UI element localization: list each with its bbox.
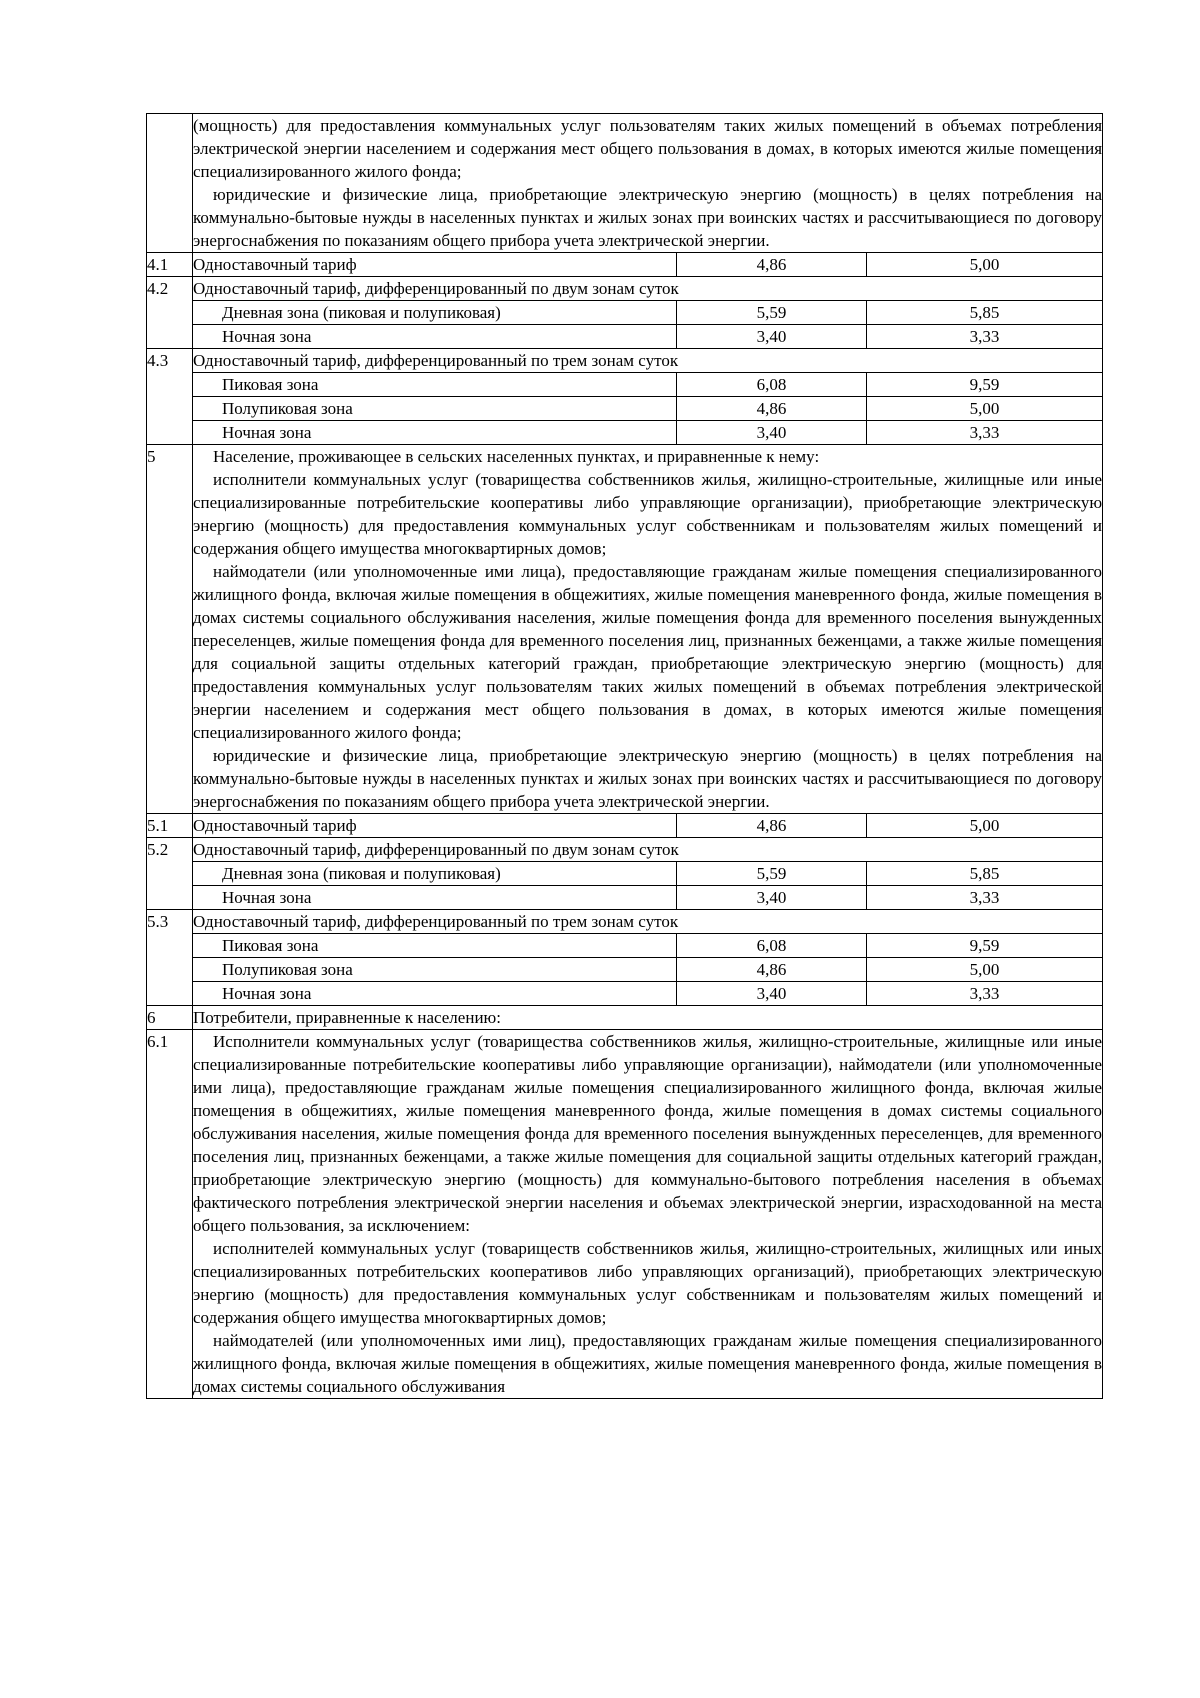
tariff-value-1: 6,08 (677, 373, 867, 397)
tariff-value-1: 3,40 (677, 982, 867, 1006)
table-row (147, 1030, 1103, 1399)
table-row (147, 934, 1103, 958)
table-row (147, 301, 1103, 325)
tariff-value-1: 3,40 (677, 421, 867, 445)
table-row (147, 253, 1103, 277)
table-row (147, 838, 1103, 862)
tariff-value-1: 4,86 (677, 253, 867, 277)
table-row (147, 421, 1103, 445)
table-row (147, 114, 1103, 253)
consumer-description (193, 114, 1103, 253)
tariff-group-title: Одноставочный тариф, дифференцированный по двум зонам суток (193, 838, 1103, 862)
row-number: 5.3 (147, 910, 193, 1006)
table-row (147, 814, 1103, 838)
table-row (147, 886, 1103, 910)
row-number: 4.3 (147, 349, 193, 445)
paragraph: (мощность) для предоставления коммунальных услуг пользователям таких жилых помещений в объемах потребления электрической энергии населением и содержания мест общего пользования в домах, в которых имеются жилые помещения специализированного жилого фонда; (193, 116, 1103, 181)
paragraph: юридические и физические лица, приобретающие электрическую энергию (мощность) в целях потребления на коммунально-бытовые нужды в населенных пунктах и жилых зонах при воинских частях и рассчитывающиеся по договору энергоснабжения по показаниям общего прибора учета электрической энергии. (193, 185, 1103, 250)
tariff-group-title: Одноставочный тариф, дифференцированный по трем зонам суток (193, 349, 1103, 373)
tariff-value-2: 5,85 (867, 301, 1103, 325)
tariff-value-1: 3,40 (677, 886, 867, 910)
row-number: 5 (147, 445, 193, 814)
tariff-value-2: 9,59 (867, 373, 1103, 397)
zone-name: Ночная зона (193, 886, 677, 910)
tariff-value-1: 4,86 (677, 814, 867, 838)
document-page (146, 113, 1102, 1399)
tariff-value-2: 9,59 (867, 934, 1103, 958)
table-row (147, 397, 1103, 421)
tariff-value-1: 6,08 (677, 934, 867, 958)
table-row (147, 325, 1103, 349)
tariff-value-1: 4,86 (677, 958, 867, 982)
zone-name: Полупиковая зона (193, 397, 677, 421)
tariff-name: Одноставочный тариф (193, 814, 677, 838)
tariff-group-title: Одноставочный тариф, дифференцированный по двум зонам суток (193, 277, 1103, 301)
row-number: 4.1 (147, 253, 193, 277)
tariff-value-2: 5,00 (867, 397, 1103, 421)
tariff-value-1: 3,40 (677, 325, 867, 349)
zone-name: Дневная зона (пиковая и полупиковая) (193, 301, 677, 325)
tariff-value-2: 3,33 (867, 421, 1103, 445)
zone-name: Пиковая зона (193, 934, 677, 958)
row-number: 4.2 (147, 277, 193, 349)
tariff-name: Одноставочный тариф (193, 253, 677, 277)
tariff-value-1: 5,59 (677, 301, 867, 325)
table-row (147, 862, 1103, 886)
zone-name: Ночная зона (193, 325, 677, 349)
paragraph: юридические и физические лица, приобретающие электрическую энергию (мощность) в целях потребления на коммунально-бытовые нужды в населенных пунктах и жилых зонах при воинских частях и рассчитывающиеся по договору энергоснабжения по показаниям общего прибора учета электрической энергии. (193, 746, 1103, 811)
zone-name: Ночная зона (193, 982, 677, 1006)
table-row (147, 445, 1103, 814)
row-number: 6.1 (147, 1030, 193, 1399)
paragraph: Население, проживающее в сельских населенных пунктах, и приравненные к нему: (213, 447, 820, 466)
row-number: 6 (147, 1006, 193, 1030)
zone-name: Полупиковая зона (193, 958, 677, 982)
tariff-value-1: 5,59 (677, 862, 867, 886)
table-row (147, 349, 1103, 373)
consumer-description (193, 1030, 1103, 1399)
paragraph: исполнителей коммунальных услуг (товариществ собственников жилья, жилищно-строительных, жилищных или иных специализированных потребительских кооперативов либо управляющих организаций), приобретающих электрическую энергию (мощность) для предоставления коммунальных услуг собственникам и пользователям жилых помещений и содержания общего имущества многоквартирных домов; (193, 1239, 1103, 1327)
tariff-table (146, 113, 1103, 1399)
zone-name: Пиковая зона (193, 373, 677, 397)
paragraph: Исполнители коммунальных услуг (товарищества собственников жилья, жилищно-строительные, жилищные или иные специализированные потребительские кооперативы либо управляющие организации), наймодатели (или уполномоченные ими лица), предоставляющие гражданам жилые помещения специализированного жилищного фонда, включая жилые помещения в общежитиях, жилые помещения маневренного фонда, жилые помещения в домах системы социального обслуживания населения, жилые помещения фонда для временного поселения вынужденных переселенцев, для временного поселения лиц, признанных беженцами, а также жилые помещения для социальной защиты отдельных категорий граждан, приобретающие электрическую энергию (мощность) для коммунально-бытового потребления населения в объемах фактического потребления электрической энергии населения и объемах электрической энергии, израсходованной на места общего пользования, за исключением: (193, 1032, 1103, 1235)
section-title: Потребители, приравненные к населению: (193, 1006, 1103, 1030)
tariff-value-2: 5,00 (867, 814, 1103, 838)
tariff-value-2: 5,00 (867, 253, 1103, 277)
tariff-value-1: 4,86 (677, 397, 867, 421)
tariff-value-2: 5,00 (867, 958, 1103, 982)
tariff-value-2: 3,33 (867, 982, 1103, 1006)
zone-name: Ночная зона (193, 421, 677, 445)
table-row (147, 958, 1103, 982)
tariff-value-2: 3,33 (867, 325, 1103, 349)
row-number: 5.1 (147, 814, 193, 838)
tariff-value-2: 5,85 (867, 862, 1103, 886)
table-row (147, 373, 1103, 397)
tariff-value-2: 3,33 (867, 886, 1103, 910)
table-row (147, 910, 1103, 934)
table-row (147, 1006, 1103, 1030)
table-row (147, 277, 1103, 301)
zone-name: Дневная зона (пиковая и полупиковая) (193, 862, 677, 886)
paragraph: исполнители коммунальных услуг (товарищества собственников жилья, жилищно-строительные, жилищные или иные специализированные потребительские кооперативы либо управляющие организации), приобретающие электрическую энергию (мощность) для предоставления коммунальных услуг собственникам и пользователям жилых помещений и содержания общего имущества многоквартирных домов; (193, 470, 1103, 558)
table-row (147, 982, 1103, 1006)
paragraph: наймодателей (или уполномоченных ими лиц), предоставляющих гражданам жилые помещения специализированного жилищного фонда, включая жилые помещения в общежитиях, жилые помещения маневренного фонда, жилые помещения в домах системы социального обслуживания (193, 1331, 1103, 1396)
consumer-description (193, 445, 1103, 814)
tariff-group-title: Одноставочный тариф, дифференцированный по трем зонам суток (193, 910, 1103, 934)
row-number (147, 114, 193, 253)
paragraph: наймодатели (или уполномоченные ими лица), предоставляющие гражданам жилые помещения специализированного жилищного фонда, включая жилые помещения в общежитиях, жилые помещения маневренного фонда, жилые помещения в домах системы социального обслуживания населения, жилые помещения фонда для временного поселения вынужденных переселенцев, жилые помещения фонда для временного поселения лиц, признанных беженцами, а также жилые помещения для социальной защиты отдельных категорий граждан, приобретающие электрическую энергию (мощность) для предоставления коммунальных услуг пользователям таких жилых помещений в объемах потребления электрической энергии населением и содержания мест общего пользования в домах, в которых имеются жилые помещения специализированного жилого фонда; (193, 562, 1103, 742)
row-number: 5.2 (147, 838, 193, 910)
